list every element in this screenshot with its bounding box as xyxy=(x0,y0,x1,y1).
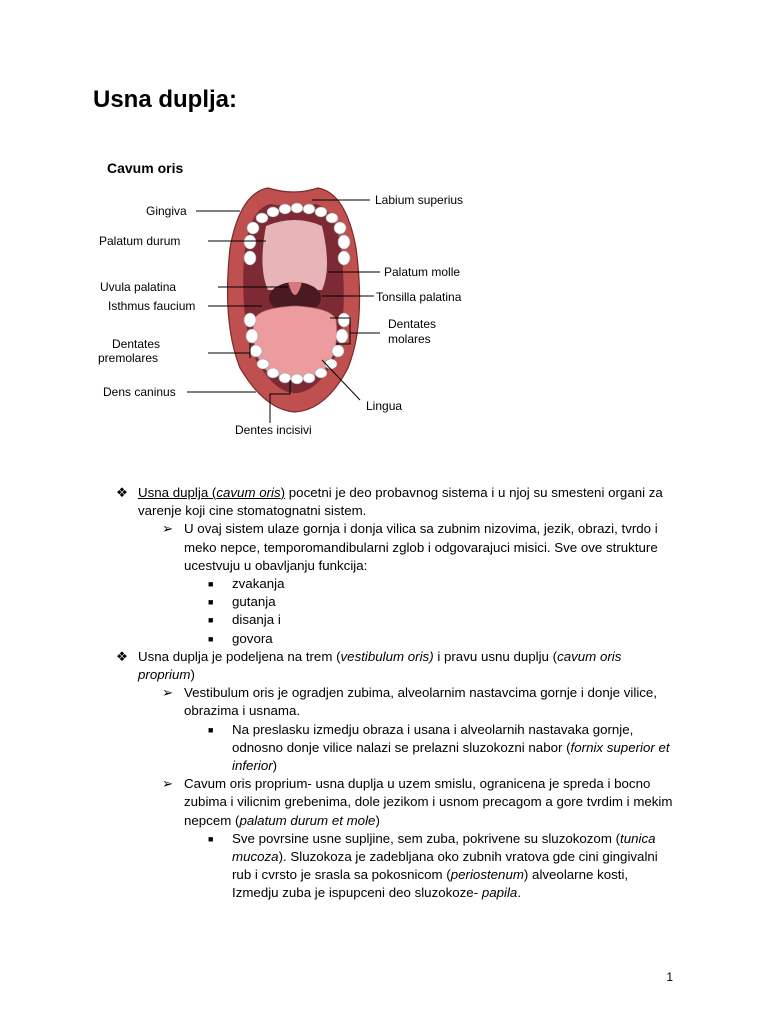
label-caninus: Dens caninus xyxy=(103,385,176,399)
sub-item-text: Sve povrsine usne supljine, sem zuba, pokrivene su sluzokozom (tunica mucoza). Sluzokoza je zadebljana oko zubnih vratova gde cini gingivalni rub i cvrsto je srasla sa pokosnicom (periostenum) alveolarne kosti, Izmedju zuba je ispupceni deo sluzokoze- papila. xyxy=(232,830,658,901)
document-title: Usna duplja: xyxy=(93,86,238,113)
label-premolares-line1: Dentates xyxy=(112,337,161,351)
label-lingua: Lingua xyxy=(366,399,403,413)
oral-cavity-diagram xyxy=(90,148,490,448)
arrow-bullet-icon: ➢ xyxy=(162,685,174,701)
arrow-text: U ovaj sistem ulaze gornja i donja vilica sa zubnim nizovima, jezik, obrazi, tvrdo i meko nepce, temporomandibularni zglob i odgovarajuci misici. Sve ove strukture ucestvuju u obavljanju funkcija: xyxy=(184,521,658,573)
sub-item xyxy=(116,830,676,903)
diamond-bullet-icon: ❖ xyxy=(116,648,128,664)
function-item xyxy=(116,575,676,593)
figure-heading: Cavum oris xyxy=(107,160,184,176)
bullet-text: Usna duplja je podeljena na trem (vestibulum oris) i pravu usnu duplju (cavum oris proprium) xyxy=(138,648,622,683)
square-bullet-icon: ■ xyxy=(208,724,214,735)
bullet-text: Usna duplja (cavum oris) pocetni je deo probavnog sistema i u njoj su smesteni organi za varenje koji cine stomatognatni sistem. xyxy=(138,485,663,519)
square-bullet-icon: ■ xyxy=(208,833,214,844)
label-isthmus: Isthmus faucium xyxy=(108,299,196,313)
arrow-item xyxy=(116,520,676,575)
function-text: disanja i xyxy=(232,612,281,628)
page-number: 1 xyxy=(666,970,673,984)
label-palatum-durum: Palatum durum xyxy=(99,234,181,248)
square-bullet-icon: ■ xyxy=(208,633,214,644)
sub-item xyxy=(116,721,676,776)
function-text: zvakanja xyxy=(232,576,285,592)
arrow-bullet-icon: ➢ xyxy=(162,521,174,537)
label-molares-line2: molares xyxy=(388,332,431,346)
diamond-bullet-icon: ❖ xyxy=(116,485,128,500)
oral-cavity-figure xyxy=(90,148,490,448)
bullet-item xyxy=(116,484,676,520)
function-item xyxy=(116,630,676,648)
label-uvula: Uvula palatina xyxy=(100,280,177,294)
label-premolares-line2: premolares xyxy=(98,351,159,365)
arrow-item xyxy=(116,775,676,830)
label-incisivi: Dentes incisivi xyxy=(235,423,312,437)
label-labium: Labium superius xyxy=(375,193,464,207)
label-tonsilla: Tonsilla palatina xyxy=(376,290,462,304)
arrow-item xyxy=(116,684,676,720)
function-item xyxy=(116,611,676,629)
arrow-text: Vestibulum oris je ogradjen zubima, alveolarnim nastavcima gornje i donje vilice, obrazima i usnama. xyxy=(184,685,658,719)
square-bullet-icon: ■ xyxy=(208,579,214,590)
label-palatum-molle: Palatum molle xyxy=(384,265,461,279)
sub-item-text: Na preslasku izmedju obraza i usana i alveolarnih nastavaka gornje, odnosno donje vilice nalazi se prelazni sluzokozni nabor (fornix superior et inferior) xyxy=(232,721,670,774)
function-text: govora xyxy=(232,630,273,646)
arrow-bullet-icon: ➢ xyxy=(162,776,174,792)
hard-palate-shape xyxy=(262,220,327,290)
document-body xyxy=(116,484,676,903)
label-gingiva: Gingiva xyxy=(146,204,187,218)
labels-right xyxy=(366,193,463,413)
bullet-item xyxy=(116,648,676,684)
label-molares-line1: Dentates xyxy=(388,317,437,331)
square-bullet-icon: ■ xyxy=(208,597,214,608)
square-bullet-icon: ■ xyxy=(208,615,214,626)
function-text: gutanja xyxy=(232,594,276,610)
arrow-text: Cavum oris proprium- usna duplja u uzem smislu, ogranicena je spreda i bocno zubima i vilicnim grebenima, dole jezikom i usnom precagom a gore tvrdim i mekim nepcem (palatum durum et mole) xyxy=(184,776,673,828)
function-item xyxy=(116,593,676,611)
